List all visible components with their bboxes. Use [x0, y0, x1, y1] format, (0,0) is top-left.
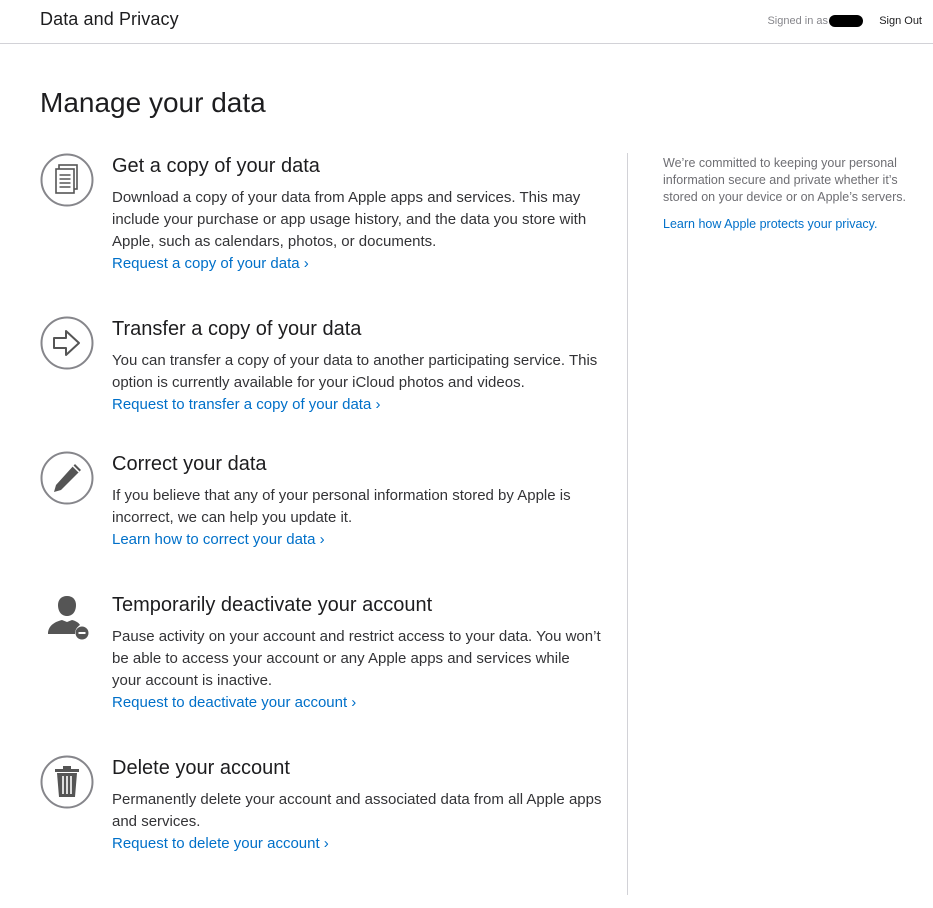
document-stack-icon [40, 153, 94, 207]
sign-out-link[interactable]: Sign Out [879, 15, 922, 27]
request-delete-link[interactable]: Request to delete your account › [112, 835, 329, 852]
section-title: Get a copy of your data [112, 155, 320, 177]
section-title: Delete your account [112, 757, 290, 779]
request-deactivate-link[interactable]: Request to deactivate your account › [112, 694, 357, 711]
person-minus-icon [40, 592, 94, 646]
privacy-aside [663, 155, 923, 233]
section-description: You can transfer a copy of your data to another participating service. This option is currently available for your iCloud photos and videos. [112, 352, 598, 391]
top-bar [0, 0, 933, 44]
section-description: Permanently delete your account and associated data from all Apple apps and services. [112, 791, 602, 830]
request-transfer-link[interactable]: Request to transfer a copy of your data › [112, 396, 381, 413]
section-body [112, 755, 602, 855]
privacy-commitment-text: We’re committed to keeping your personal information secure and private whether it’s stored on your device or on Apple’s servers. [663, 156, 906, 204]
section-description: If you believe that any of your personal information stored by Apple is incorrect, we can help you update it. [112, 487, 571, 526]
redacted-username [829, 15, 863, 27]
learn-correct-link[interactable]: Learn how to correct your data › [112, 531, 325, 548]
section-body [112, 316, 602, 416]
section-body [112, 153, 602, 275]
app-title: Data and Privacy [40, 9, 179, 29]
pencil-icon [40, 451, 94, 505]
transfer-arrow-icon [40, 316, 94, 370]
privacy-learn-more-link[interactable]: Learn how Apple protects your privacy. [663, 217, 878, 231]
section-title: Transfer a copy of your data [112, 318, 362, 340]
section-title: Correct your data [112, 453, 267, 475]
section-description: Download a copy of your data from Apple apps and services. This may include your purchase or app usage history, and the data you store with Apple, such as calendars, photos, or documents. [112, 189, 587, 250]
section-body [112, 592, 602, 714]
section-title: Temporarily deactivate your account [112, 594, 433, 616]
request-copy-link[interactable]: Request a copy of your data › [112, 255, 309, 272]
section-description: Pause activity on your account and restrict access to your data. You won’t be able to access your account or any Apple apps and services while your account is inactive. [112, 628, 601, 689]
section-body [112, 451, 602, 551]
trash-icon [40, 755, 94, 809]
signed-in-indicator [767, 15, 863, 27]
signed-in-label: Signed in as [767, 15, 828, 27]
page-title: Manage your data [40, 87, 266, 118]
column-divider [627, 153, 628, 895]
